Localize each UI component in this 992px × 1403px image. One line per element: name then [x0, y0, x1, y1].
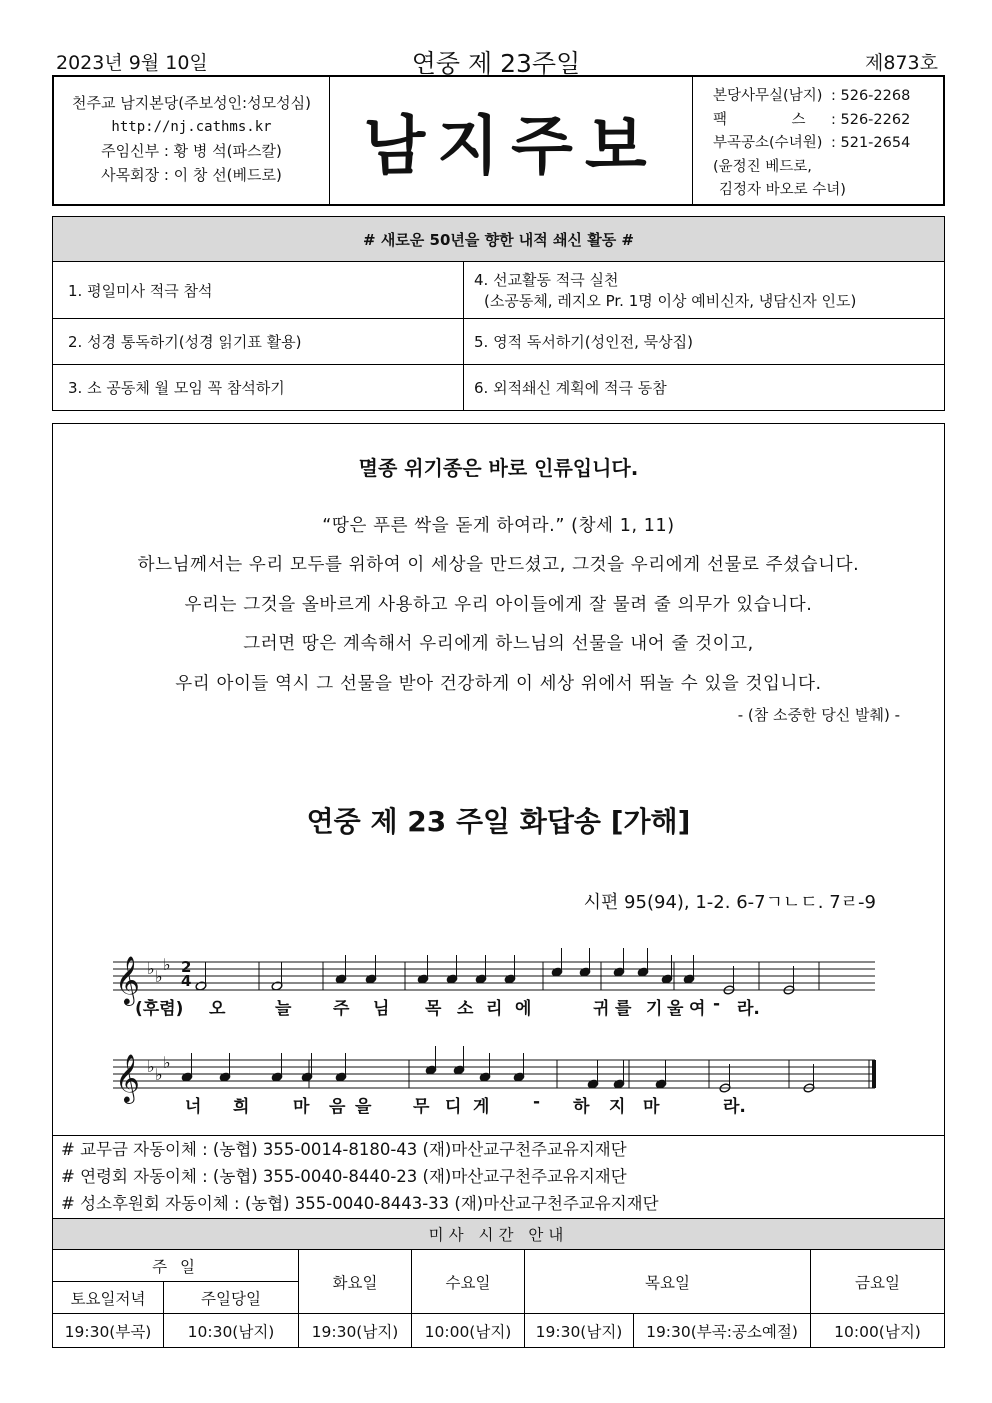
parish-name: 천주교 남지본당(주보성인:성모성심) [72, 94, 311, 112]
lyric-syllable: - [713, 994, 721, 1014]
lyric-syllable: 오 [209, 999, 226, 1019]
contact-label: 부곡공소(수녀원) [713, 135, 823, 151]
essay-title: 멸종 위기종은 바로 인류입니다. [358, 456, 639, 480]
lyric-syllable: 희 [233, 1097, 250, 1117]
lyric-syllable: 목 [425, 999, 442, 1019]
contact-value: : 521-2654 [831, 135, 911, 151]
time-signature-top: 2 [181, 958, 192, 976]
renewal-item-title: 4. 선교활동 적극 실천 [474, 271, 619, 289]
lyric-syllable: 늘 [275, 999, 292, 1019]
contact-row [713, 109, 943, 133]
flat-sign: ♭ [147, 1057, 155, 1076]
lyric-syllable: 에 [515, 999, 532, 1019]
renewal-item: 2. 성경 통독하기(성경 읽기표 활용) [53, 319, 464, 365]
donation-line: # 성소후원회 자동이체 : (농협) 355-0040-8443-33 (재)마산교구천주교유지재단 [61, 1194, 659, 1213]
contact-info [692, 77, 943, 204]
renewal-item: 6. 외적쇄신 계획에 적극 동참 [464, 365, 945, 411]
mass-time: 19:30(부곡:공소예절) [634, 1314, 811, 1348]
contact-value: : 526-2268 [831, 88, 911, 104]
sunday-day-header: 주일당일 [164, 1282, 299, 1314]
lyric-syllable: 을 [355, 1097, 372, 1117]
treble-clef: 𝄞 [115, 955, 140, 1004]
essay-line: 우리는 그것을 올바르게 사용하고 우리 아이들에게 잘 물려 줄 의무가 있습니다. [184, 595, 813, 615]
friday-header: 금요일 [811, 1250, 945, 1314]
mass-times-title: 미사 시간 안내 [53, 1219, 945, 1250]
essay-quote: “땅은 푸른 싹을 돋게 하여라.” (창세 1, 11) [322, 516, 675, 536]
masthead [52, 75, 945, 206]
lyric-syllable: 울 [667, 999, 684, 1019]
lyric-syllable: 여 [689, 999, 706, 1019]
lyric-syllable: 지 [609, 1097, 626, 1117]
lyric-syllable: 너 [185, 1097, 202, 1117]
music-score [109, 942, 889, 1122]
mass-time: 19:30(남지) [525, 1314, 634, 1348]
time-signature-bottom: 4 [181, 972, 192, 990]
essay-line: 우리 아이들 역시 그 선물을 받아 건강하게 이 세상 위에서 뛰놀 수 있을 것입니다. [175, 674, 822, 694]
donation-line: # 연령회 자동이체 : (농협) 355-0040-8440-23 (재)마산교구천주교유지재단 [61, 1167, 627, 1186]
flat-sign: ♭ [147, 959, 155, 978]
lyric-syllable: 주 [333, 999, 350, 1019]
mass-time: 10:30(남지) [164, 1314, 299, 1348]
flat-sign: ♭ [155, 967, 163, 986]
parish-url[interactable]: http://nj.cathms.kr [111, 119, 272, 135]
renewal-item [464, 262, 945, 319]
lyric-syllable: 라. [723, 1097, 746, 1117]
renewal-item-detail: (소공동체, 레지오 Pr. 1명 이상 예비신자, 냉담신자 인도) [484, 292, 857, 310]
lyric-syllable: 음 [329, 1097, 346, 1117]
renewal-item: 5. 영적 독서하기(성인전, 묵상집) [464, 319, 945, 365]
contact-row [713, 132, 943, 156]
lyric-syllable: 소 [457, 999, 474, 1019]
wednesday-header: 수요일 [412, 1250, 525, 1314]
renewal-item: 3. 소 공동체 월 모임 꼭 참석하기 [53, 365, 464, 411]
lyric-syllable: - [533, 1092, 541, 1112]
main-content [52, 423, 945, 1136]
mass-time: 10:00(남지) [412, 1314, 525, 1348]
issue-number: 제873호 [865, 52, 938, 74]
pastor-name: 주임신부 : 황 병 석(파스칼) [101, 142, 282, 160]
essay-line: 하느님께서는 우리 모두를 위하여 이 세상을 만드셨고, 그것을 우리에게 선물로 주셨습니다. [137, 555, 860, 575]
issue-date: 2023년 9월 10일 [56, 52, 208, 74]
renewal-title: # 새로운 50년을 향한 내적 쇄신 활동 # [53, 217, 945, 262]
renewal-item: 1. 평일미사 적극 참석 [53, 262, 464, 319]
mass-times-table [52, 1218, 945, 1348]
psalm-reference: 시편 95(94), 1-2. 6-7ㄱㄴㄷ. 7ㄹ-9 [583, 892, 876, 913]
council-head: 사목회장 : 이 창 선(베드로) [101, 166, 282, 184]
lyric-syllable: 를 [615, 999, 632, 1019]
lyric-syllable: 기 [646, 999, 663, 1019]
bulletin-name: 남지주보 [363, 108, 659, 184]
mass-time: 19:30(부곡) [53, 1314, 164, 1348]
essay-line: 그러면 땅은 계속해서 우리에게 하느님의 선물을 내어 줄 것이고, [243, 634, 754, 654]
saturday-evening-header: 토요일저녁 [53, 1282, 164, 1314]
parish-info [54, 77, 330, 204]
lyric-syllable: 디 [445, 1097, 462, 1117]
sunday-header: 주 일 [53, 1250, 299, 1282]
lyric-syllable: 무 [413, 1097, 430, 1117]
staff-system-2 [113, 1046, 875, 1104]
essay-source: - (참 소중한 당신 발췌) - [737, 706, 900, 724]
contact-row [713, 85, 943, 109]
lyric-syllable: 하 [573, 1097, 590, 1117]
flat-sign: ♭ [155, 1065, 163, 1084]
flat-sign: ♭ [163, 1053, 171, 1072]
lyric-syllable: 귀 [593, 999, 610, 1019]
mass-time: 10:00(남지) [811, 1314, 945, 1348]
lyric-syllable: 마 [293, 1097, 310, 1117]
lyric-syllable: 게 [473, 1097, 490, 1117]
donation-info [52, 1136, 945, 1218]
tuesday-header: 화요일 [299, 1250, 412, 1314]
treble-clef: 𝄞 [115, 1053, 140, 1102]
sisters-line-2: 김정자 바오로 수녀) [719, 182, 846, 198]
contact-value: : 526-2262 [831, 111, 911, 128]
renewal-table [52, 216, 945, 411]
psalm-title: 연중 제 23 주일 화답송 [가해] [306, 805, 691, 838]
contact-label: 팩 스 [713, 111, 806, 128]
lyric-syllable: 마 [643, 1097, 660, 1117]
thursday-header: 목요일 [525, 1250, 811, 1314]
contact-label: 본당사무실(남지) [713, 88, 823, 104]
flat-sign: ♭ [163, 955, 171, 974]
mass-time: 19:30(남지) [299, 1314, 412, 1348]
lyric-syllable: 님 [373, 999, 390, 1019]
lyric-syllable: 리 [486, 999, 503, 1019]
liturgical-title: 연중 제 23주일 [411, 49, 581, 78]
lyric-syllable: 라. [737, 999, 760, 1019]
refrain-label: (후렴) [135, 999, 184, 1019]
donation-line: # 교무금 자동이체 : (농협) 355-0014-8180-43 (재)마산교구천주교유지재단 [61, 1140, 627, 1159]
sisters-line-1: (윤정진 베드로, [713, 158, 812, 175]
